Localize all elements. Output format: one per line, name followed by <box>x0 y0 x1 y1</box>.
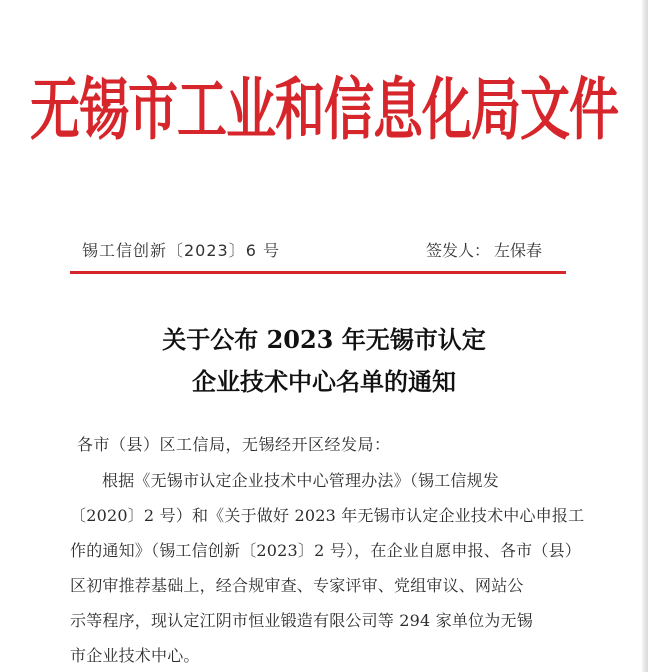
salutation: 各市（县）区工信局，无锡经开区经发局： <box>77 435 391 454</box>
signer-name: 左保春 <box>494 241 543 260</box>
notice-title-line-1: 关于公布 2023 年无锡市认定 <box>162 325 486 354</box>
signer-label: 签发人： <box>426 241 491 260</box>
body-line-6: 市企业技术中心。 <box>70 646 200 665</box>
notice-title-line-2: 企业技术中心名单的通知 <box>192 367 456 396</box>
body-line-5: 示等程序，现认定江阴市恒业锻造有限公司等 294 家单位为无锡 <box>70 611 533 630</box>
body-line-3: 作的通知》（锡工信创新〔2023〕2 号），在企业自愿申报、各市（县） <box>70 541 581 560</box>
body-line-2: 〔2020〕2 号）和《关于做好 2023 年无锡市认定企业技术中心申报工 <box>70 506 585 525</box>
document-number: 锡工信创新〔2023〕6 号 <box>82 241 280 260</box>
body-line-1: 根据《无锡市认定企业技术中心管理办法》（锡工信规发 <box>102 471 500 490</box>
signer <box>426 238 542 261</box>
body-line-4: 区初审推荐基础上，经合规审查、专家评审、党组审议、网站公 <box>70 576 524 595</box>
document-header-title: 无锡市工业和信息化局文件 <box>30 70 618 150</box>
red-separator-line <box>70 271 566 274</box>
